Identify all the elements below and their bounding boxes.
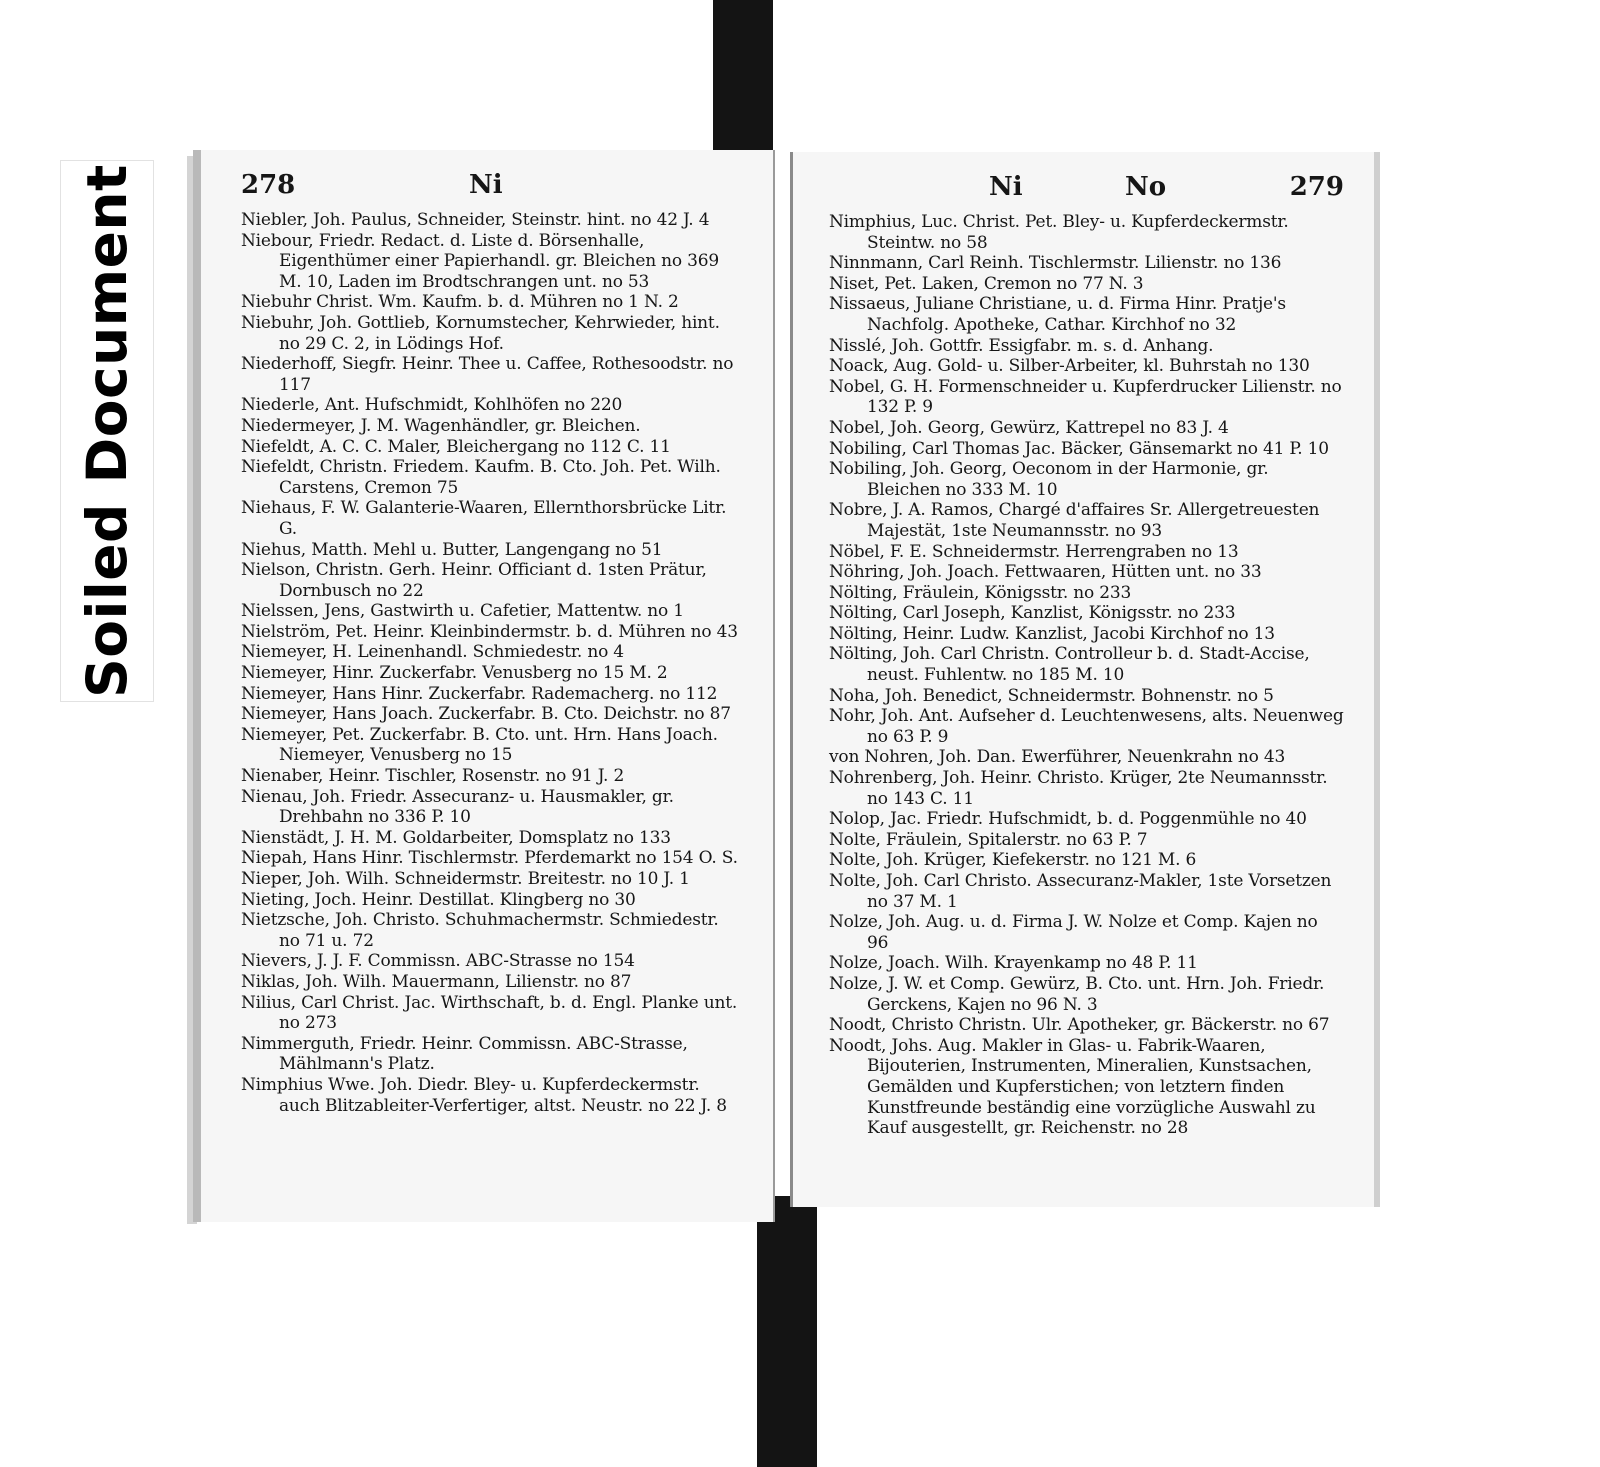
directory-entry: Nievers, J. J. F. Commissn. ABC-Strasse no 154 <box>241 951 635 972</box>
directory-entry: Niemeyer, Hans Joach. Zuckerfabr. B. Cto. Deichstr. no 87 <box>241 704 731 725</box>
directory-entry: Niemeyer, Hinr. Zuckerfabr. Venusberg no 15 M. 2 <box>241 663 668 684</box>
directory-entry: Nilius, Carl Christ. Jac. Wirthschaft, b. d. Engl. Planke unt. no 273 <box>241 992 738 1034</box>
directory-entry: Nolze, J. W. et Comp. Gewürz, B. Cto. unt. Hrn. Joh. Friedr. Gerckens, Kajen no 96 N. 3 <box>829 973 1325 1015</box>
directory-entry: Nolte, Joh. Krüger, Kiefekerstr. no 121 M. 6 <box>829 850 1197 871</box>
directory-entry: Nölting, Joh. Carl Christn. Controlleur b. d. Stadt-Accise, neust. Fuhlentw. no 185 M. 10 <box>829 644 1310 686</box>
directory-entry: Niebuhr Christ. Wm. Kaufm. b. d. Mühren no 1 N. 2 <box>241 292 679 313</box>
directory-entry: Niederhoff, Siegfr. Heinr. Thee u. Caffee, Rothesoodstr. no 117 <box>241 354 734 395</box>
directory-entry: Nobel, Joh. Georg, Gewürz, Kattrepel no 83 J. 4 <box>829 417 1229 438</box>
binding-tape-top <box>713 0 773 160</box>
right-page-heading-left: Ni <box>989 172 1023 202</box>
directory-entry: Nobiling, Joh. Georg, Oeconom in der Harmonie, gr. Bleichen no 333 M. 10 <box>829 459 1269 500</box>
directory-entry: Niederle, Ant. Hufschmidt, Kohlhöfen no 220 <box>241 395 623 416</box>
label-text: Soiled Document <box>75 164 139 698</box>
directory-entry: von Nohren, Joh. Dan. Ewerführer, Neuenkrahn no 43 <box>829 747 1286 768</box>
directory-entry: Niefeldt, A. C. C. Maler, Bleichergang no 112 C. 11 <box>241 436 671 457</box>
directory-entry: Nölting, Fräulein, Königsstr. no 233 <box>829 582 1132 603</box>
directory-entry: Nielson, Christn. Gerh. Heinr. Officiant d. 1sten Prätur, Dornbusch no 22 <box>241 560 707 601</box>
directory-entry: Nimmerguth, Friedr. Heinr. Commissn. ABC-Strasse, Mählmann's Platz. <box>241 1033 688 1075</box>
page-number-left: 278 <box>241 170 296 200</box>
directory-entry: Nolte, Joh. Carl Christo. Assecuranz-Makler, 1ste Vorsetzen no 37 M. 1 <box>829 871 1332 912</box>
directory-entry: Nolop, Jac. Friedr. Hufschmidt, b. d. Poggenmühle no 40 <box>829 809 1307 830</box>
directory-entry: Ninnmann, Carl Reinh. Tischlermstr. Lilienstr. no 136 <box>829 253 1282 274</box>
directory-entry: Niepah, Hans Hinr. Tischlermstr. Pferdemarkt no 154 O. S. <box>241 848 738 869</box>
directory-entry: Niehus, Matth. Mehl u. Butter, Langengang no 51 <box>241 539 663 560</box>
directory-entry: Nimphius, Luc. Christ. Pet. Bley- u. Kupferdeckermstr. Steintw. no 58 <box>829 212 1289 253</box>
directory-entry: Niedermeyer, J. M. Wagenhändler, gr. Bleichen. <box>241 415 641 436</box>
left-page-heading: Ni <box>469 170 503 200</box>
directory-entry: Noack, Aug. Gold- u. Silber-Arbeiter, kl. Buhrstah no 130 <box>829 356 1310 377</box>
left-entry-list <box>241 210 743 1116</box>
directory-entry: Niebuhr, Joh. Gottlieb, Kornumstecher, Kehrwieder, hint. no 29 C. 2, in Lödings Hof. <box>241 312 720 354</box>
binding-tape-bottom <box>757 1196 817 1467</box>
soiled-document-label <box>60 160 154 702</box>
directory-entry: Nieper, Joh. Wilh. Schneidermstr. Breitestr. no 10 J. 1 <box>241 869 690 889</box>
directory-entry: Nienstädt, J. H. M. Goldarbeiter, Domsplatz no 133 <box>241 827 671 848</box>
directory-entry: Nobiling, Carl Thomas Jac. Bäcker, Gänsemarkt no 41 P. 10 <box>829 438 1329 459</box>
directory-entry: Niemeyer, Pet. Zuckerfabr. B. Cto. unt. Hrn. Hans Joach. Niemeyer, Venusberg no 15 <box>241 724 718 766</box>
directory-entry: Nimphius Wwe. Joh. Diedr. Bley- u. Kupferdeckermstr. auch Blitzableiter-Verfertiger, altst. Neustr. no 22 J. 8 <box>241 1074 727 1116</box>
directory-entry: Niemeyer, Hans Hinr. Zuckerfabr. Rademacherg. no 112 <box>241 683 718 704</box>
directory-entry: Niebour, Friedr. Redact. d. Liste d. Börsenhalle, Eigenthümer einer Papierhandl. gr. Bleichen no 369 M. 10, Laden im Brodtschrangen unt. no 53 <box>241 230 719 292</box>
right-page-header <box>829 170 1344 208</box>
directory-entry: Nölting, Heinr. Ludw. Kanzlist, Jacobi Kirchhof no 13 <box>829 623 1275 644</box>
directory-entry: Nolze, Joach. Wilh. Krayenkamp no 48 P. 11 <box>829 953 1198 974</box>
directory-entry: Nielström, Pet. Heinr. Kleinbindermstr. b. d. Mühren no 43 <box>241 621 738 642</box>
directory-entry: Nieting, Joch. Heinr. Destillat. Klingberg no 30 <box>241 889 636 910</box>
directory-entry: Nielssen, Jens, Gastwirth u. Cafetier, Mattentw. no 1 <box>241 601 684 622</box>
directory-entry: Niset, Pet. Laken, Cremon no 77 N. 3 <box>829 273 1144 294</box>
directory-entry: Nöhring, Joh. Joach. Fettwaaren, Hütten unt. no 33 <box>829 562 1262 583</box>
directory-entry: Nolze, Joh. Aug. u. d. Firma J. W. Nolze et Comp. Kajen no 96 <box>829 912 1318 953</box>
left-page <box>193 150 775 1222</box>
directory-entry: Nolte, Fräulein, Spitalerstr. no 63 P. 7 <box>829 829 1148 850</box>
directory-entry: Noodt, Johs. Aug. Makler in Glas- u. Fabrik-Waaren, Bijouterien, Instrumenten, Mineralien, Kunstsachen, Gemälden und Kupferstichen; von letztern finden Kunstfreunde beständig eine vorzügliche Auswahl zu Kauf ausgestellt, gr. Reichenstr. no 28 <box>829 1035 1316 1139</box>
directory-entry: Noha, Joh. Benedict, Schneidermstr. Bohnenstr. no 5 <box>829 685 1274 706</box>
directory-entry: Nölting, Carl Joseph, Kanzlist, Königsstr. no 233 <box>829 603 1236 624</box>
directory-entry: Nobel, G. H. Formenschneider u. Kupferdrucker Lilienstr. no 132 P. 9 <box>829 376 1342 418</box>
right-page-heading-right: No <box>1125 172 1167 202</box>
left-page-header <box>241 168 743 206</box>
directory-entry: Nohrenberg, Joh. Heinr. Christo. Krüger, 2te Neumannsstr. no 143 C. 11 <box>829 768 1328 809</box>
directory-entry: Niemeyer, H. Leinenhandl. Schmiedestr. no 4 <box>241 642 624 663</box>
right-page <box>790 152 1380 1207</box>
directory-entry: Niehaus, F. W. Galanterie-Waaren, Ellernthorsbrücke Litr. G. <box>241 498 727 539</box>
directory-entry: Niklas, Joh. Wilh. Mauermann, Lilienstr. no 87 <box>241 971 632 992</box>
right-entry-list <box>829 212 1344 1139</box>
directory-entry: Nissaeus, Juliane Christiane, u. d. Firma Hinr. Pratje's Nachfolg. Apotheke, Cathar. Kirchhof no 32 <box>829 294 1286 335</box>
directory-entry: Nöbel, F. E. Schneidermstr. Herrengraben no 13 <box>829 541 1239 562</box>
directory-entry: Noodt, Christo Christn. Ulr. Apotheker, gr. Bäckerstr. no 67 <box>829 1015 1330 1036</box>
directory-entry: Nohr, Joh. Ant. Aufseher d. Leuchtenwesens, alts. Neuenweg no 63 P. 9 <box>829 706 1344 747</box>
directory-entry: Nietzsche, Joh. Christo. Schuhmachermstr. Schmiedestr. no 71 u. 72 <box>241 910 719 951</box>
directory-entry: Niebler, Joh. Paulus, Schneider, Steinstr. hint. no 42 J. 4 <box>241 210 710 230</box>
page-number-right: 279 <box>1289 172 1344 202</box>
directory-entry: Nobre, J. A. Ramos, Chargé d'affaires Sr. Allergetreuesten Majestät, 1ste Neumannsstr. no 93 <box>829 500 1320 541</box>
directory-entry: Niefeldt, Christn. Friedem. Kaufm. B. Cto. Joh. Pet. Wilh. Carstens, Cremon 75 <box>241 457 721 498</box>
directory-entry: Nisslé, Joh. Gottfr. Essigfabr. m. s. d. Anhang. <box>829 335 1214 356</box>
directory-entry: Nienaber, Heinr. Tischler, Rosenstr. no 91 J. 2 <box>241 766 625 787</box>
directory-entry: Nienau, Joh. Friedr. Assecuranz- u. Hausmakler, gr. Drehbahn no 336 P. 10 <box>241 786 674 828</box>
